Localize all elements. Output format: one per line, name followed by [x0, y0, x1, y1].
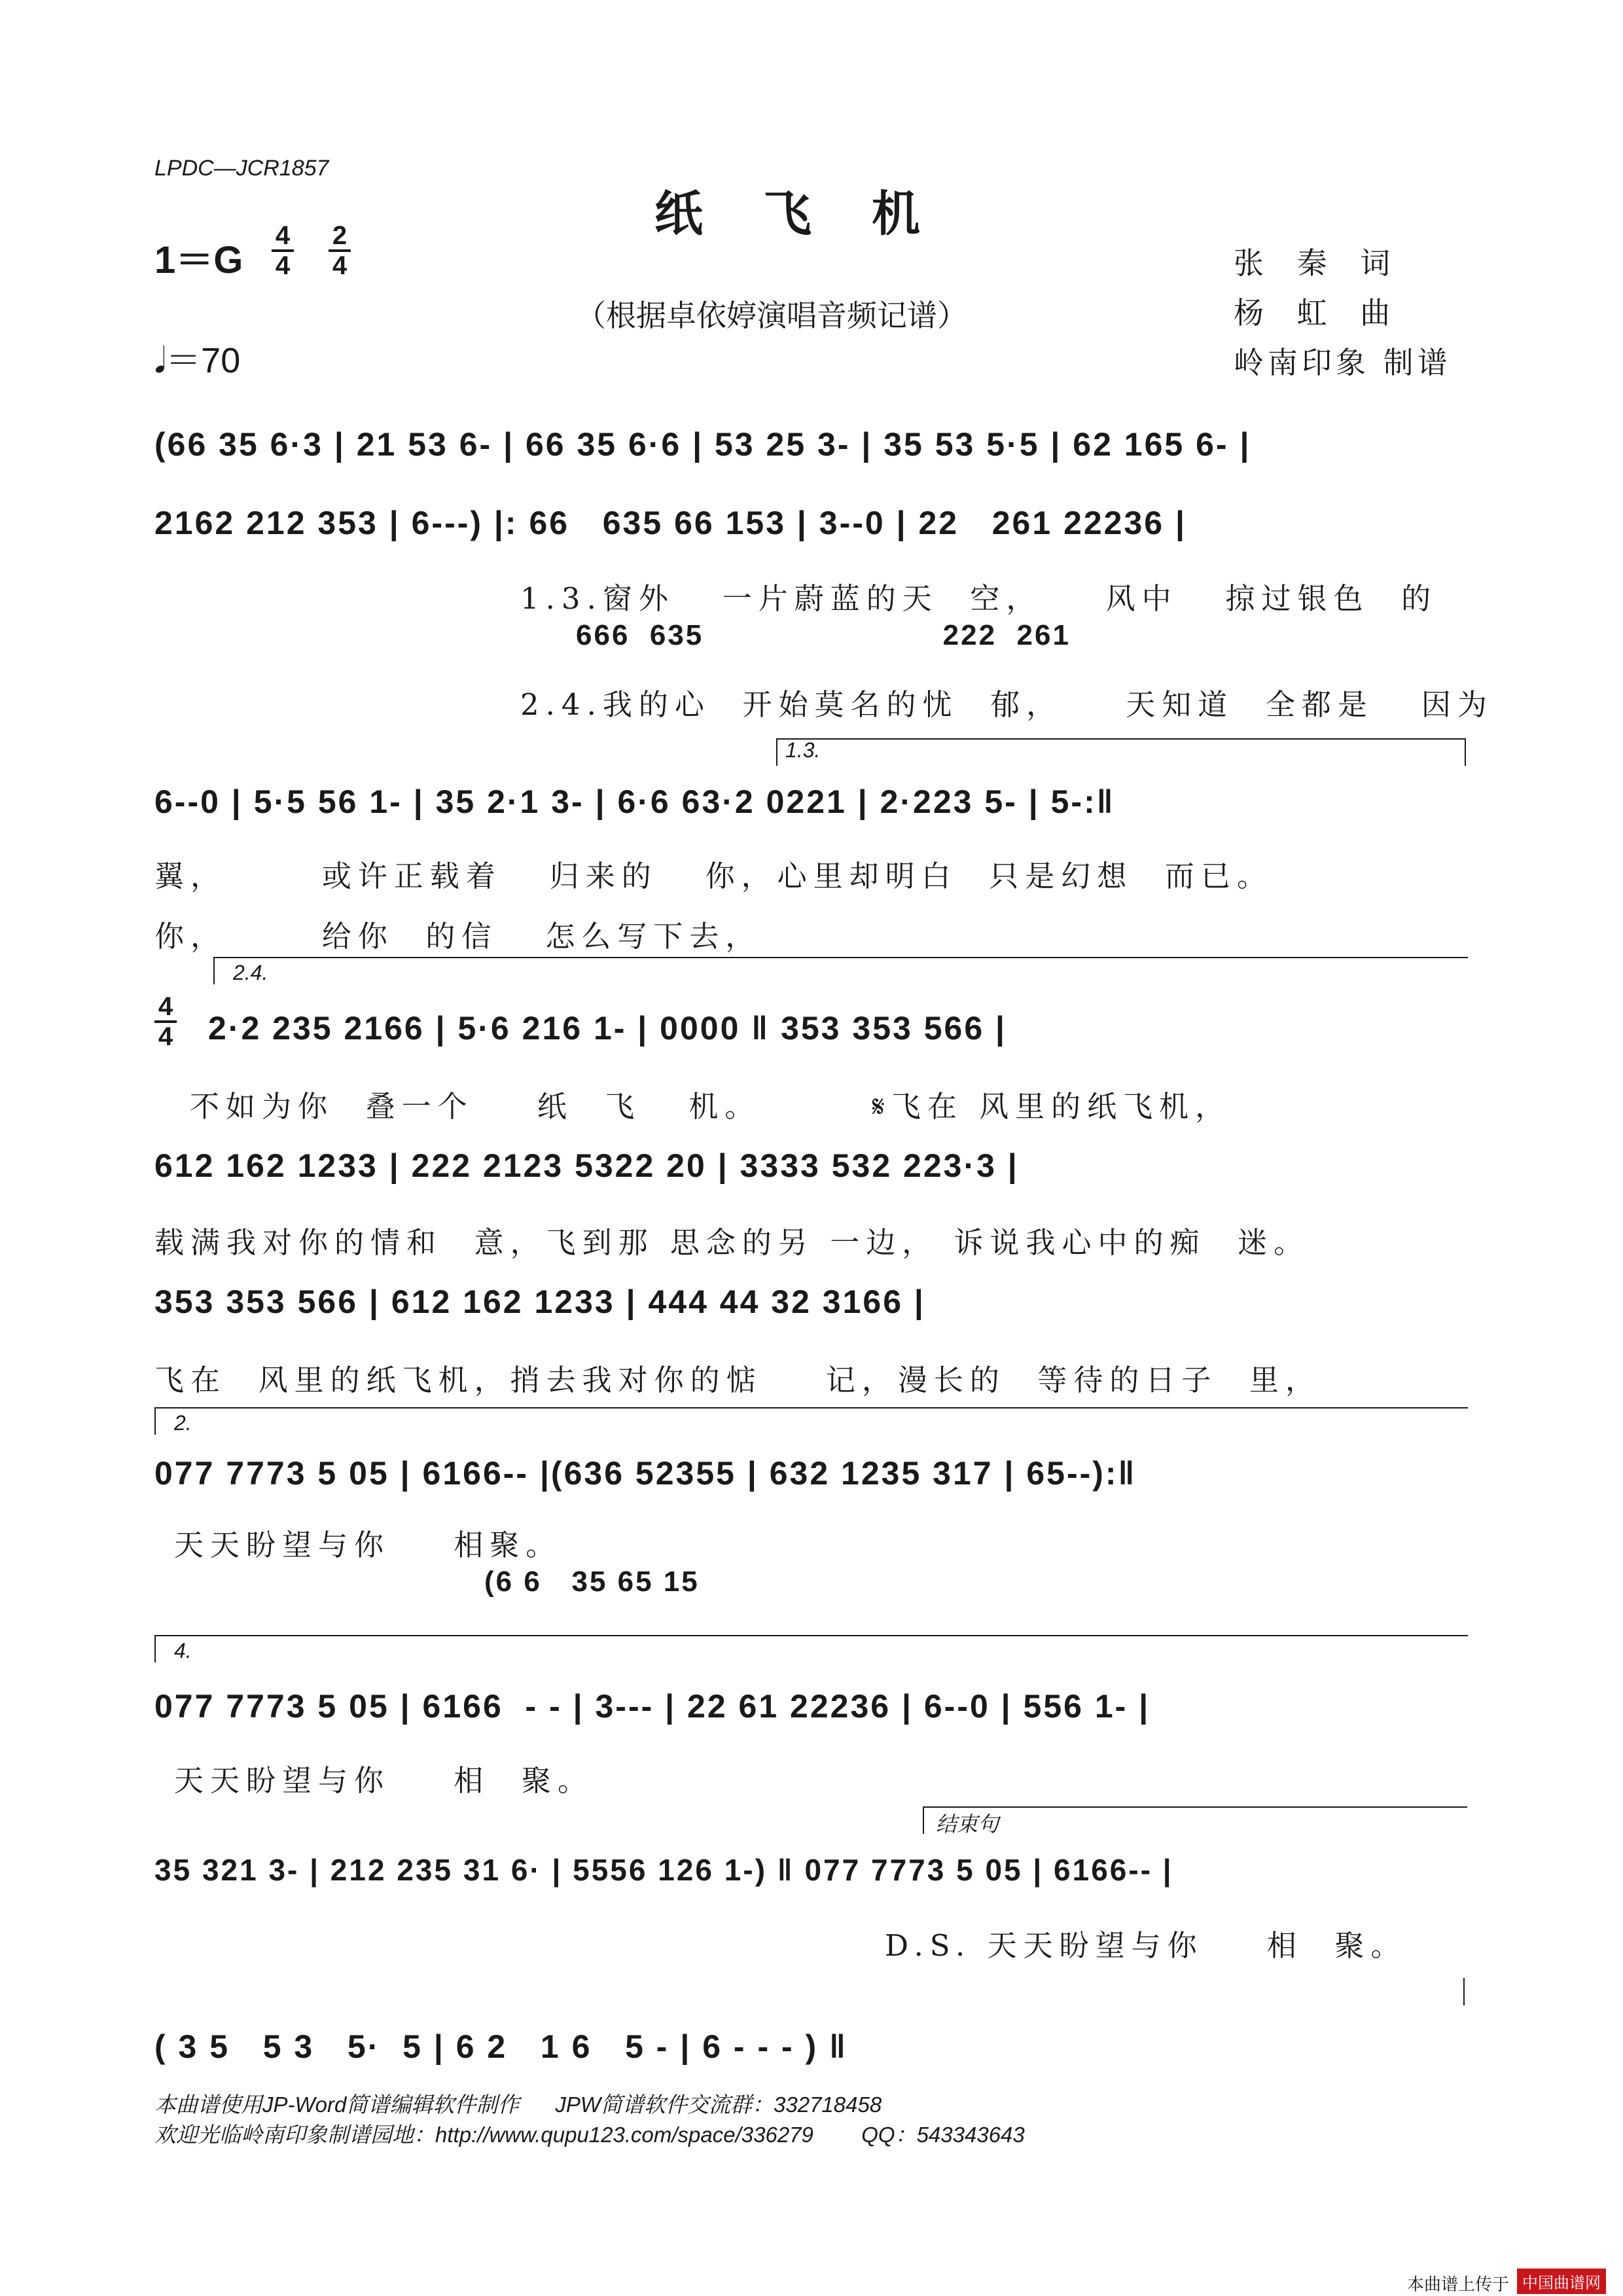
coda-label: 结束句	[936, 1812, 999, 1837]
ts-num: 4	[275, 221, 291, 250]
score-row-5: 612 162 1233 | 222 2123 5322 20 | 3333 532 223·3 |	[154, 1147, 1019, 1184]
score-row-7: 077 7773 5 05 | 6166-- |(636 52355 | 632 1235 317 | 65--):‖	[154, 1455, 1137, 1492]
volta-bracket-1-3	[776, 738, 1466, 766]
volta-label-1-3: 1.3.	[785, 738, 821, 762]
ts-den: 4	[158, 1022, 173, 1051]
lyric-row-8: 天天盼望与你 相 聚。	[174, 1763, 594, 1798]
arranger-credit: 岭南印象 制谱	[1234, 345, 1452, 380]
composer-credit: 杨 虹 曲	[1234, 295, 1402, 331]
time-signature-4-4	[272, 223, 294, 279]
score-row-2: 2162 212 353 | 6---) |: 66 635 66 153 | 3--0 | 22 261 22236 |	[154, 505, 1186, 541]
lyric-row-2-verse-2: 2.4.我的心 开始莫名的忧 郁， 天知道 全都是 因为	[520, 687, 1493, 722]
lyric-row-7: 天天盼望与你 相聚。	[174, 1528, 562, 1562]
score-row-3: 6--0 | 5·5 56 1- | 35 2·1 3- | 6·6 63·2 0221 | 2·223 5- | 5-:‖	[154, 783, 1115, 820]
lyricist-credit: 张 秦 词	[1234, 245, 1402, 281]
volta-bracket-2	[154, 1407, 1468, 1435]
page-title: 纸飞机	[654, 186, 980, 242]
ts-den: 4	[332, 251, 348, 280]
volta-label-2-4: 2.4.	[233, 961, 268, 984]
score-row-8: 077 7773 5 05 | 6166 - - | 3--- | 22 61 22236 | 6--0 | 556 1- |	[154, 1688, 1150, 1725]
score-row-10: ( 3 5 5 3 5· 5 | 6 2 1 6 5 - | 6 - - - ) ‖	[154, 2028, 847, 2065]
subtitle: （根据卓依婷演唱音频记谱）	[576, 298, 967, 333]
lyric-row-3-verse-2: 你， 给你 的信 怎么写下去，	[154, 919, 762, 954]
score-row-4: 2·2 235 2166 | 5·6 216 1- | 0000 ‖ 353 353 566 |	[208, 1010, 1007, 1047]
final-bracket	[1463, 1978, 1465, 2005]
score-code: LPDC—JCR1857	[154, 156, 329, 181]
volta-label-2: 2.	[174, 1411, 192, 1435]
footer-website-note: 欢迎光临岭南印象制谱园地：http://www.qupu123.com/space/336279 QQ：543343643	[154, 2123, 1025, 2147]
score-row-1: (66 35 6·3 | 21 53 6- | 66 35 6·6 | 53 25 3- | 35 53 5·5 | 62 165 6- |	[154, 426, 1251, 463]
volta-bracket-2-4	[213, 957, 1468, 984]
coda-bracket	[923, 1806, 1467, 1834]
lyric-row-9: D.S. 天天盼望与你 相 聚。	[885, 1928, 1407, 1963]
score-row-6: 353 353 566 | 612 162 1233 | 444 44 32 3166 |	[154, 1283, 925, 1320]
ts-num: 2	[332, 221, 348, 250]
time-signature-change	[154, 994, 177, 1050]
alt-notes-row-2: 666 635 222 261	[576, 619, 1071, 651]
lyric-row-6: 飞在 风里的纸飞机，捎去我对你的惦 记，漫长的 等待的日子 里，	[154, 1363, 1322, 1397]
score-row-9: 35 321 3- | 212 235 31 6· | 5556 126 1-) ‖ 077 7773 5 05 | 6166-- |	[154, 1853, 1173, 1887]
time-signature-2-4	[329, 223, 351, 279]
volta-label-4: 4.	[174, 1639, 192, 1662]
site-logo: 中国曲谱网	[1517, 2269, 1606, 2294]
volta-bracket-4	[154, 1635, 1468, 1662]
tempo-mark: 𝅘𝅥＝70	[154, 341, 241, 380]
ts-num: 4	[158, 992, 173, 1021]
footer-software-note: 本曲谱使用JP-Word简谱编辑软件制作 JPW简谱软件交流群：332718458	[154, 2092, 882, 2117]
key-signature: 1＝G	[154, 239, 243, 281]
lyric-row-2-verse-1: 1.3.窗外 一片蔚蓝的天 空， 风中 掠过银色 的	[520, 581, 1438, 616]
ts-den: 4	[275, 251, 291, 280]
alt-notes-row-7: (6 6 35 65 15	[484, 1566, 700, 1598]
lyric-row-5: 载满我对你的情和 意，飞到那 思念的另 一边， 诉说我心中的痴 迷。	[154, 1225, 1310, 1260]
upload-note: 本曲谱上传于	[1407, 2275, 1510, 2295]
lyric-row-3-verse-1: 翼， 或许正载着 归来的 你，心里却明白 只是幻想 而已。	[154, 859, 1273, 893]
lyric-row-4: 不如为你 叠一个 纸 飞 机。 𝄋飞在 风里的纸飞机，	[190, 1089, 1232, 1124]
